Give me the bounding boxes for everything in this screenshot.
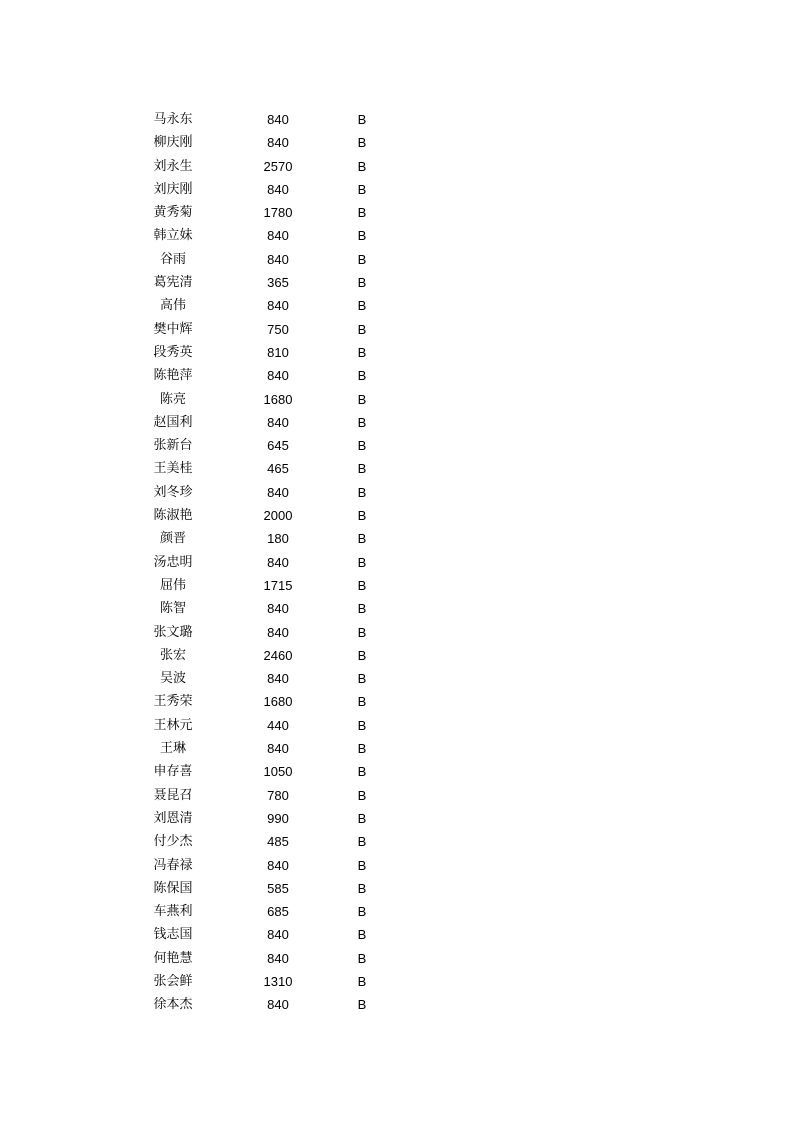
amount-cell: 840 — [267, 135, 289, 151]
name-cell: 韩立妹 — [153, 228, 193, 244]
table-row — [0, 714, 793, 737]
grade-cell: B — [357, 508, 367, 524]
amount-cell: 440 — [267, 717, 289, 733]
amount-cell: 180 — [267, 531, 289, 547]
grade-cell: B — [357, 181, 367, 197]
grade-cell: B — [357, 228, 367, 244]
grade-cell: B — [357, 158, 367, 174]
table-row — [0, 481, 793, 504]
grade-cell: B — [357, 647, 367, 663]
data-table — [0, 108, 793, 1017]
name-cell: 王琳 — [159, 741, 186, 757]
name-cell: 陈保国 — [153, 880, 193, 896]
grade-cell: B — [357, 834, 367, 850]
table-row — [0, 597, 793, 620]
table-row — [0, 551, 793, 574]
name-cell: 颜晋 — [159, 531, 186, 547]
amount-cell: 465 — [267, 461, 289, 477]
amount-cell: 645 — [267, 438, 289, 454]
table-row — [0, 574, 793, 597]
amount-cell: 840 — [267, 741, 289, 757]
grade-cell: B — [357, 671, 367, 687]
name-cell: 谷雨 — [159, 251, 186, 267]
table-row — [0, 527, 793, 550]
grade-cell: B — [357, 298, 367, 314]
grade-cell: B — [357, 205, 367, 221]
table-row — [0, 621, 793, 644]
name-cell: 赵国利 — [153, 414, 193, 430]
table-row — [0, 900, 793, 923]
grade-cell: B — [357, 461, 367, 477]
table-row — [0, 923, 793, 946]
amount-cell: 1715 — [263, 577, 293, 593]
amount-cell: 840 — [267, 112, 289, 127]
amount-cell: 2460 — [263, 647, 293, 663]
grade-cell: B — [357, 321, 367, 337]
table-row — [0, 784, 793, 807]
table-row — [0, 434, 793, 457]
table-row — [0, 411, 793, 434]
table-row — [0, 364, 793, 387]
amount-cell: 750 — [267, 321, 289, 337]
name-cell: 王林元 — [153, 717, 193, 733]
name-cell: 付少杰 — [153, 834, 193, 850]
amount-cell: 840 — [267, 857, 289, 873]
name-cell: 刘永生 — [153, 158, 193, 174]
grade-cell: B — [357, 857, 367, 873]
amount-cell: 840 — [267, 554, 289, 570]
amount-cell: 840 — [267, 997, 289, 1013]
name-cell: 陈智 — [159, 601, 186, 617]
table-row — [0, 178, 793, 201]
table-row — [0, 155, 793, 178]
name-cell: 聂昆召 — [153, 787, 193, 803]
grade-cell: B — [357, 438, 367, 454]
name-cell: 陈淑艳 — [153, 508, 193, 524]
grade-cell: B — [357, 135, 367, 151]
name-cell: 钱志国 — [153, 927, 193, 943]
amount-cell: 1680 — [263, 694, 293, 710]
grade-cell: B — [357, 577, 367, 593]
name-cell: 柳庆刚 — [153, 135, 193, 151]
amount-cell: 840 — [267, 624, 289, 640]
amount-cell: 840 — [267, 601, 289, 617]
table-row — [0, 760, 793, 783]
grade-cell: B — [357, 601, 367, 617]
table-row — [0, 877, 793, 900]
grade-cell: B — [357, 251, 367, 267]
grade-cell: B — [357, 414, 367, 430]
amount-cell: 1780 — [263, 205, 293, 221]
amount-cell: 810 — [267, 344, 289, 360]
name-cell: 葛宪清 — [153, 275, 193, 291]
amount-cell: 585 — [267, 880, 289, 896]
grade-cell: B — [357, 787, 367, 803]
grade-cell: B — [357, 554, 367, 570]
grade-cell: B — [357, 624, 367, 640]
grade-cell: B — [357, 904, 367, 920]
table-row — [0, 318, 793, 341]
amount-cell: 990 — [267, 810, 289, 826]
table-row — [0, 294, 793, 317]
amount-cell: 1050 — [263, 764, 293, 780]
grade-cell: B — [357, 112, 367, 127]
name-cell: 高伟 — [159, 298, 186, 314]
amount-cell: 685 — [267, 904, 289, 920]
amount-cell: 780 — [267, 787, 289, 803]
amount-cell: 840 — [267, 671, 289, 687]
table-row — [0, 457, 793, 480]
name-cell: 汤忠明 — [153, 554, 193, 570]
table-row — [0, 807, 793, 830]
amount-cell: 840 — [267, 414, 289, 430]
grade-cell: B — [357, 391, 367, 407]
name-cell: 刘恩清 — [153, 810, 193, 826]
name-cell: 张新台 — [153, 438, 193, 454]
amount-cell: 840 — [267, 927, 289, 943]
name-cell: 张文璐 — [153, 624, 193, 640]
table-row — [0, 970, 793, 993]
table-row — [0, 737, 793, 760]
grade-cell: B — [357, 368, 367, 384]
table-row — [0, 854, 793, 877]
name-cell: 马永东 — [153, 112, 193, 127]
name-cell: 申存喜 — [153, 764, 193, 780]
table-row — [0, 108, 793, 131]
name-cell: 徐本杰 — [153, 997, 193, 1013]
grade-cell: B — [357, 344, 367, 360]
name-cell: 刘庆刚 — [153, 181, 193, 197]
grade-cell: B — [357, 997, 367, 1013]
grade-cell: B — [357, 484, 367, 500]
table-row — [0, 201, 793, 224]
amount-cell: 1310 — [263, 973, 293, 989]
table-row — [0, 644, 793, 667]
table-row — [0, 504, 793, 527]
table-row — [0, 341, 793, 364]
grade-cell: B — [357, 764, 367, 780]
name-cell: 陈亮 — [159, 391, 186, 407]
table-row — [0, 667, 793, 690]
name-cell: 黄秀菊 — [153, 205, 193, 221]
amount-cell: 840 — [267, 298, 289, 314]
table-row — [0, 993, 793, 1016]
name-cell: 陈艳萍 — [153, 368, 193, 384]
amount-cell: 2000 — [263, 508, 293, 524]
name-cell: 樊中辉 — [153, 321, 193, 337]
name-cell: 王秀荣 — [153, 694, 193, 710]
name-cell: 张宏 — [159, 647, 186, 663]
amount-cell: 840 — [267, 484, 289, 500]
name-cell: 刘冬珍 — [153, 484, 193, 500]
name-cell: 张会鲜 — [153, 973, 193, 989]
amount-cell: 840 — [267, 368, 289, 384]
name-cell: 何艳慧 — [153, 950, 193, 966]
table-row — [0, 271, 793, 294]
table-row — [0, 388, 793, 411]
name-cell: 屈伟 — [159, 577, 186, 593]
table-row — [0, 248, 793, 271]
grade-cell: B — [357, 973, 367, 989]
grade-cell: B — [357, 717, 367, 733]
grade-cell: B — [357, 275, 367, 291]
grade-cell: B — [357, 810, 367, 826]
table-row — [0, 224, 793, 247]
name-cell: 冯春禄 — [153, 857, 193, 873]
name-cell: 吴波 — [159, 671, 186, 687]
table-row — [0, 947, 793, 970]
grade-cell: B — [357, 741, 367, 757]
grade-cell: B — [357, 950, 367, 966]
table-row — [0, 131, 793, 154]
grade-cell: B — [357, 927, 367, 943]
amount-cell: 840 — [267, 251, 289, 267]
table-row — [0, 830, 793, 853]
grade-cell: B — [357, 880, 367, 896]
amount-cell: 840 — [267, 181, 289, 197]
grade-cell: B — [357, 531, 367, 547]
amount-cell: 1680 — [263, 391, 293, 407]
grade-cell: B — [357, 694, 367, 710]
amount-cell: 840 — [267, 950, 289, 966]
amount-cell: 840 — [267, 228, 289, 244]
amount-cell: 2570 — [263, 158, 293, 174]
amount-cell: 485 — [267, 834, 289, 850]
amount-cell: 365 — [267, 275, 289, 291]
name-cell: 段秀英 — [153, 344, 193, 360]
name-cell: 车燕利 — [153, 904, 193, 920]
table-row — [0, 690, 793, 713]
name-cell: 王美桂 — [153, 461, 193, 477]
